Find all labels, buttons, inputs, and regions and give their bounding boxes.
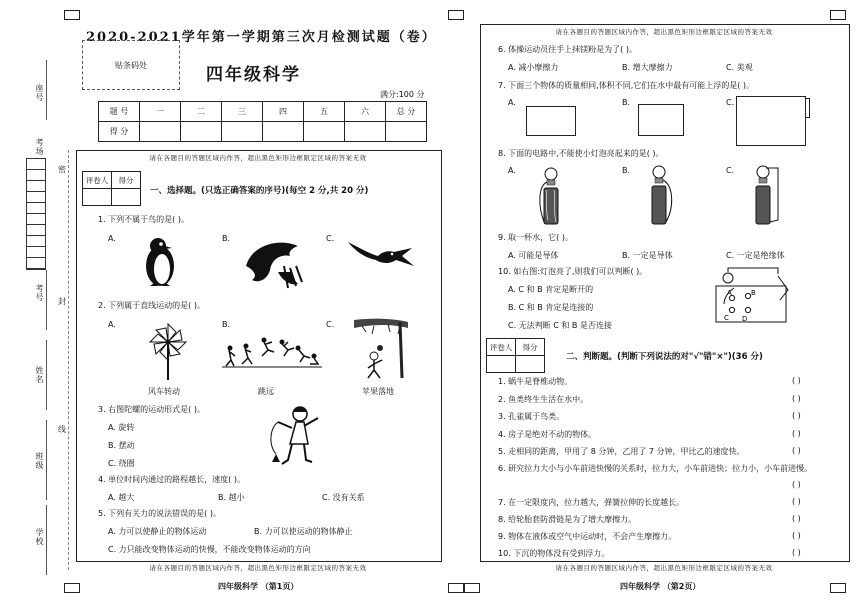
barcode-label: 贴条码处 <box>115 60 147 70</box>
q10-circuit-box-image <box>708 266 802 326</box>
judgment-item-6: 6. 研究拉力大小与小车前进快慢的关系时，拉力大，小车前进快；拉力小，小车前进慢。 <box>498 464 813 473</box>
q8-circuit-a-image <box>536 166 566 228</box>
q8-option-c: C. <box>726 166 735 175</box>
q5-option-c: C. 力只能改变物体运动的快慢，不能改变物体运动的方向 <box>108 545 311 554</box>
score-header-cell: 五 <box>304 102 345 122</box>
q6-option-b: B. 增大摩擦力 <box>622 63 673 72</box>
registration-mark-bottom-mid-right <box>464 583 480 593</box>
section1-title: 一、选择题。(只选正确答案的序号)(每空 2 分,共 20 分) <box>150 186 369 196</box>
score-table-score-row <box>99 122 427 142</box>
score-cell[interactable] <box>222 122 263 142</box>
question-7: 7. 下面三个物体的质量相同,体积不同,它们在水中最有可能上浮的是( )。 <box>498 81 755 90</box>
question-6: 6. 体操运动员往手上抹镁粉是为了( )。 <box>498 45 637 54</box>
penguin-image <box>140 234 180 290</box>
q1-option-a: A. <box>108 234 116 243</box>
q6-option-a: A. 减小摩擦力 <box>508 63 559 72</box>
question-9: 9. 取一杯水，它( )。 <box>498 233 573 242</box>
score-row-label: 得 分 <box>99 122 140 142</box>
judgment-answer-10[interactable]: ( ) <box>792 548 801 557</box>
grader-label: 评卷人 <box>83 172 112 189</box>
q5-option-a: A. 力可以使静止的物体运动 <box>108 527 207 536</box>
q7-object-b <box>638 104 684 136</box>
judgment-item-5: 5. 走相同的距离，甲用了 8 分钟，乙用了 7 分钟，甲比乙的速度快。 <box>498 447 745 456</box>
q7-option-c: C. <box>726 98 735 107</box>
q3-option-c: C. 绕圈 <box>108 459 135 468</box>
judgment-item-9: 9. 物体在液体或空气中运动时，不会产生摩擦力。 <box>498 532 677 541</box>
binding-mark-line: 线 <box>58 425 66 434</box>
q2-caption-b: 跳远 <box>258 387 274 396</box>
left-warning-bottom: 请在各题目的答题区域内作答，超出黑色矩形边框限定区域的答案无效 <box>149 564 367 572</box>
dolphin-image <box>242 236 308 290</box>
grader-cell[interactable] <box>112 189 141 206</box>
q8-option-b: B. <box>622 166 631 175</box>
registration-mark-top-right <box>830 10 846 20</box>
strip-label-seat: 座号 <box>35 84 44 102</box>
q10-option-b: B. C 和 B 肯定是连接的 <box>508 303 594 312</box>
registration-mark-bottom-mid-left <box>448 583 464 593</box>
long-jump-image <box>222 334 322 368</box>
judgment-item-8: 8. 给轮胎套防滑链是为了增大摩擦力。 <box>498 515 637 524</box>
score-header-cell: 总 分 <box>386 102 427 122</box>
q9-option-b: B. 一定是导体 <box>622 251 673 260</box>
question-10: 10. 如右图:灯泡亮了,则我们可以判断( )。 <box>498 267 648 276</box>
judgment-item-2: 2. 鱼类终生生活在水中。 <box>498 395 589 404</box>
registration-mark-top-mid-left <box>448 10 464 20</box>
q4-option-c: C. 没有关系 <box>322 493 365 502</box>
boy-whipping-top-image <box>266 404 328 470</box>
apple-falling-image <box>352 318 410 380</box>
q9-option-a: A. 可能是导体 <box>508 251 559 260</box>
grader-cell[interactable] <box>487 356 516 373</box>
judgment-answer-4[interactable]: ( ) <box>792 429 801 438</box>
judgment-item-1: 1. 蜗牛是脊椎动物。 <box>498 377 573 386</box>
registration-mark-bottom-right <box>830 583 846 593</box>
registration-mark-top-left <box>64 10 80 20</box>
exam-title: 2020-2021学年第一学期第三次月检测试题（卷） <box>86 30 437 45</box>
strip-label-school: 学校 <box>35 528 44 546</box>
judgment-answer-1[interactable]: ( ) <box>792 376 801 385</box>
q10-option-a: A. C 和 B 肯定是断开的 <box>508 285 594 294</box>
left-warning-top: 请在各题目的答题区域内作答，超出黑色矩形边框限定区域的答案无效 <box>149 154 367 162</box>
circuit-letter-b: B <box>751 289 756 297</box>
grader-label: 得分 <box>516 339 545 356</box>
question-4: 4. 单位时间内通过的路程越长，速度( )。 <box>98 475 245 484</box>
strip-label-name: 姓名 <box>35 366 44 384</box>
right-footer: 四年级科学 （第2页） <box>620 582 701 591</box>
q5-option-b: B. 力可以使运动的物体静止 <box>254 527 353 536</box>
left-footer: 四年级科学 （第1页） <box>218 582 299 591</box>
q3-option-b: B. 摆动 <box>108 441 135 450</box>
score-cell[interactable] <box>345 122 386 142</box>
circuit-letter-c: C <box>724 314 729 322</box>
circuit-letter-a: A <box>727 289 732 297</box>
q9-option-c: C. 一定是绝缘体 <box>726 251 785 260</box>
q10-option-c: C. 无法判断 C 和 B 是否连接 <box>508 321 612 330</box>
score-cell[interactable] <box>304 122 345 142</box>
score-header-cell: 题 号 <box>99 102 140 122</box>
q1-option-b: B. <box>222 234 231 243</box>
judgment-item-4: 4. 房子是绝对不动的物体。 <box>498 430 597 439</box>
full-score: 满分:100 分 <box>380 90 425 99</box>
judgment-answer-7[interactable]: ( ) <box>792 497 801 506</box>
q7-object-c <box>736 96 806 146</box>
question-2: 2. 下列属于直线运动的是( )。 <box>98 301 205 310</box>
score-header-cell: 六 <box>345 102 386 122</box>
q2-option-c: C. <box>326 320 335 329</box>
subject-title: 四年级科学 <box>206 65 301 85</box>
score-header-cell: 二 <box>181 102 222 122</box>
q3-option-a: A. 旋转 <box>108 423 135 432</box>
q2-option-b: B. <box>222 320 231 329</box>
score-cell[interactable] <box>140 122 181 142</box>
question-3: 3. 右图陀螺的运动形式是( )。 <box>98 405 205 414</box>
q2-caption-a: 风车转动 <box>148 387 180 396</box>
score-cell[interactable] <box>386 122 427 142</box>
grader-cell[interactable] <box>83 189 112 206</box>
grader-label: 得分 <box>112 172 141 189</box>
strip-label-class: 班级 <box>35 452 44 470</box>
question-8: 8. 下面的电路中,不能使小灯泡亮起来的是( )。 <box>498 149 664 158</box>
judgment-answer-6[interactable]: ( ) <box>792 480 801 489</box>
section2-title: 二、判断题。(判断下列说法的对"√"错"×")(36 分) <box>566 352 763 362</box>
question-1: 1. 下列不属于鸟的是( )。 <box>98 215 189 224</box>
right-warning-top: 请在各题目的答题区域内作答，超出黑色矩形边框限定区域的答案无效 <box>555 28 773 36</box>
strip-line-seat <box>46 60 47 120</box>
judgment-answer-3[interactable]: ( ) <box>792 411 801 420</box>
judgment-item-3: 3. 孔雀属于鸟类。 <box>498 412 565 421</box>
q7-option-b: B. <box>622 98 631 107</box>
q2-option-a: A. <box>108 320 116 329</box>
score-cell[interactable] <box>263 122 304 142</box>
q4-option-a: A. 越大 <box>108 493 135 502</box>
binding-dashed-line <box>68 150 69 570</box>
q7-option-a: A. <box>508 98 516 107</box>
swallow-image <box>346 238 416 272</box>
right-warning-bottom: 请在各题目的答题区域内作答，超出黑色矩形边框限定区域的答案无效 <box>555 564 773 572</box>
strip-line-name <box>46 340 47 410</box>
judgment-answer-8[interactable]: ( ) <box>792 514 801 523</box>
strip-line-exam-no <box>46 270 47 330</box>
strip-label-exam-no: 考号 <box>35 284 44 302</box>
exam-room-grid <box>26 158 46 270</box>
circuit-letter-d: D <box>742 315 748 323</box>
judgment-answer-9[interactable]: ( ) <box>792 531 801 540</box>
score-header-cell: 一 <box>140 102 181 122</box>
grader-label: 评卷人 <box>487 339 516 356</box>
q6-option-c: C. 美观 <box>726 63 753 72</box>
score-header-cell: 三 <box>222 102 263 122</box>
strip-line-school <box>46 505 47 575</box>
strip-label-exam-room: 考场 <box>35 138 44 156</box>
score-table <box>98 101 427 142</box>
barcode-area <box>82 40 180 90</box>
left-grader-box <box>82 171 141 206</box>
grader-cell[interactable] <box>516 356 545 373</box>
q8-circuit-c-image <box>748 164 788 228</box>
judgment-item-10: 10. 下沉的物体没有受到浮力。 <box>498 549 610 558</box>
binding-mark-sealed: 封 <box>58 297 66 306</box>
judgment-answer-2[interactable]: ( ) <box>792 394 801 403</box>
q1-option-c: C. <box>326 234 335 243</box>
judgment-answer-5[interactable]: ( ) <box>792 446 801 455</box>
q7-object-a <box>526 106 576 136</box>
score-header-cell: 四 <box>263 102 304 122</box>
q4-option-b: B. 越小 <box>218 493 245 502</box>
right-grader-box <box>486 338 545 373</box>
q2-caption-c: 苹果落地 <box>362 387 394 396</box>
q8-option-a: A. <box>508 166 516 175</box>
strip-line-class <box>46 420 47 500</box>
score-table-header-row <box>99 102 427 122</box>
judgment-item-7: 7. 在一定限度内，拉力越大，弹簧拉伸的长度越长。 <box>498 498 685 507</box>
pinwheel-image <box>146 322 190 380</box>
question-5: 5. 下列有关力的说法错误的是( )。 <box>98 509 221 518</box>
q8-circuit-b-image <box>644 164 678 228</box>
registration-mark-bottom-left <box>64 583 80 593</box>
binding-mark-seal: 密 <box>58 165 66 174</box>
score-cell[interactable] <box>181 122 222 142</box>
